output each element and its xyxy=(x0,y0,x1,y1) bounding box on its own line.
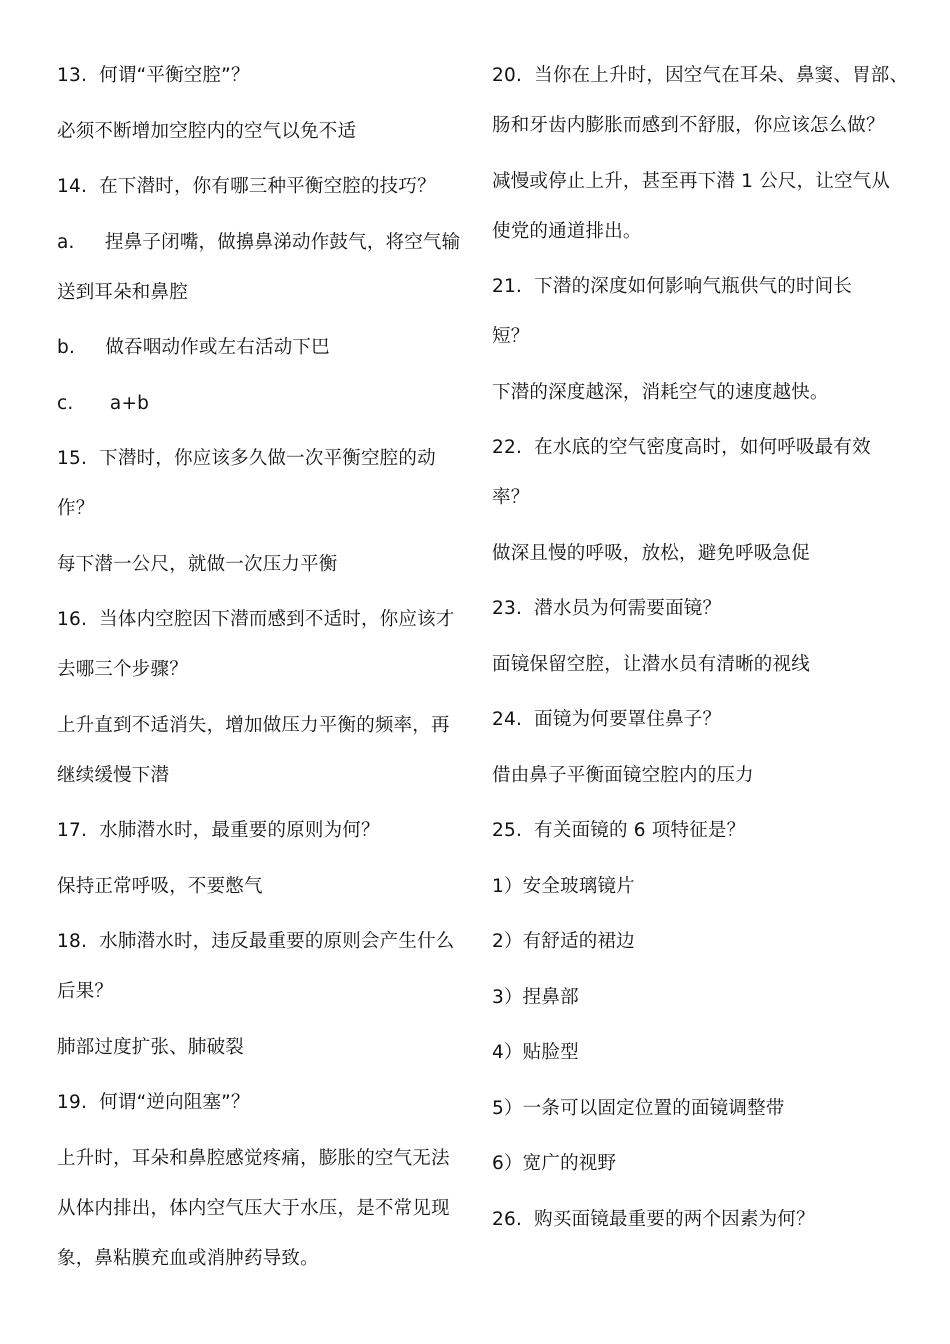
question-19: 19. 何谓“逆向阻塞”？ xyxy=(57,1092,250,1113)
answer-21: 下潜的深度越深，消耗空气的速度越快。 xyxy=(492,381,829,403)
answer-16-line-2: 继续缓慢下潜 xyxy=(57,764,170,786)
option-c: c. a+b xyxy=(57,392,150,414)
mask-feature-4: 4）贴脸型 xyxy=(492,1042,579,1063)
answer-23: 面镜保留空腔，让潜水员有清晰的视线 xyxy=(492,653,810,675)
question-20-line-2: 肠和牙齿内膨胀而感到不舒服，你应该怎么做？ xyxy=(492,115,885,136)
mask-feature-6: 6）宽广的视野 xyxy=(492,1153,617,1174)
answer-16-line-1: 上升直到不适消失，增加做压力平衡的频率，再 xyxy=(57,714,450,736)
question-17: 17. 水肺潜水时，最重要的原则为何？ xyxy=(57,820,380,841)
question-21-line-1: 21. 下潜的深度如何影响气瓶供气的时间长 xyxy=(492,276,853,297)
answer-24: 借由鼻子平衡面镜空腔内的压力 xyxy=(492,764,754,786)
question-20-line-1: 20. 当你在上升时，因空气在耳朵、鼻窦、胃部、 xyxy=(492,65,909,86)
answer-20-line-2: 使党的通道排出。 xyxy=(492,220,642,242)
question-15-line-1: 15. 下潜时，你应该多久做一次平衡空腔的动 xyxy=(57,448,436,469)
mask-feature-1: 1）安全玻璃镜片 xyxy=(492,875,635,897)
question-18-line-2: 后果？ xyxy=(57,981,114,1002)
option-a-line-2: 送到耳朵和鼻腔 xyxy=(57,281,188,303)
answer-18: 肺部过度扩张、肺破裂 xyxy=(57,1036,245,1058)
question-21-line-2: 短？ xyxy=(492,326,530,347)
mask-feature-2: 2）有舒适的裙边 xyxy=(492,931,635,952)
left-column xyxy=(57,62,467,1272)
option-b: b. 做吞咽动作或左右活动下巴 xyxy=(57,337,330,358)
right-column xyxy=(492,62,912,1233)
question-22-line-2: 率？ xyxy=(492,487,530,508)
answer-19-line-1: 上升时，耳朵和鼻腔感觉疼痛，膨胀的空气无法 xyxy=(57,1147,450,1169)
answer-22: 做深且慢的呼吸，放松，避免呼吸急促 xyxy=(492,542,810,564)
question-15-line-2: 作？ xyxy=(57,498,95,519)
option-a-line-1: a. 捏鼻子闭嘴，做擤鼻涕动作鼓气，将空气输 xyxy=(57,231,461,253)
question-18-line-1: 18. 水肺潜水时，违反最重要的原则会产生什么 xyxy=(57,931,455,952)
question-22-line-1: 22. 在水底的空气密度高时，如何呼吸最有效 xyxy=(492,437,871,458)
mask-feature-5: 5）一条可以固定位置的面镜调整带 xyxy=(492,1097,785,1119)
question-24: 24. 面镜为何要罩住鼻子？ xyxy=(492,709,722,730)
question-23: 23. 潜水员为何需要面镜？ xyxy=(492,598,722,619)
mask-feature-3: 3）捏鼻部 xyxy=(492,986,579,1008)
question-14: 14. 在下潜时，你有哪三种平衡空腔的技巧？ xyxy=(57,176,436,197)
answer-13: 必须不断增加空腔内的空气以免不适 xyxy=(57,120,357,142)
answer-19-line-3: 象，鼻粘膜充血或消肿药导致。 xyxy=(57,1247,319,1269)
question-16-line-1: 16. 当体内空腔因下潜而感到不适时，你应该才 xyxy=(57,609,455,630)
answer-20-line-1: 减慢或停止上升，甚至再下潜 1 公尺，让空气从 xyxy=(492,170,891,192)
answer-19-line-2: 从体内排出，体内空气压大于水压，是不常见现 xyxy=(57,1197,450,1219)
answer-17: 保持正常呼吸，不要憋气 xyxy=(57,875,263,897)
question-26: 26. 购买面镜最重要的两个因素为何？ xyxy=(492,1208,815,1230)
answer-15: 每下潜一公尺，就做一次压力平衡 xyxy=(57,553,338,575)
question-25: 25. 有关面镜的 6 项特征是？ xyxy=(492,820,746,841)
question-13: 13. 何谓“平衡空腔”？ xyxy=(57,65,250,86)
question-16-line-2: 去哪三个步骤？ xyxy=(57,659,188,680)
